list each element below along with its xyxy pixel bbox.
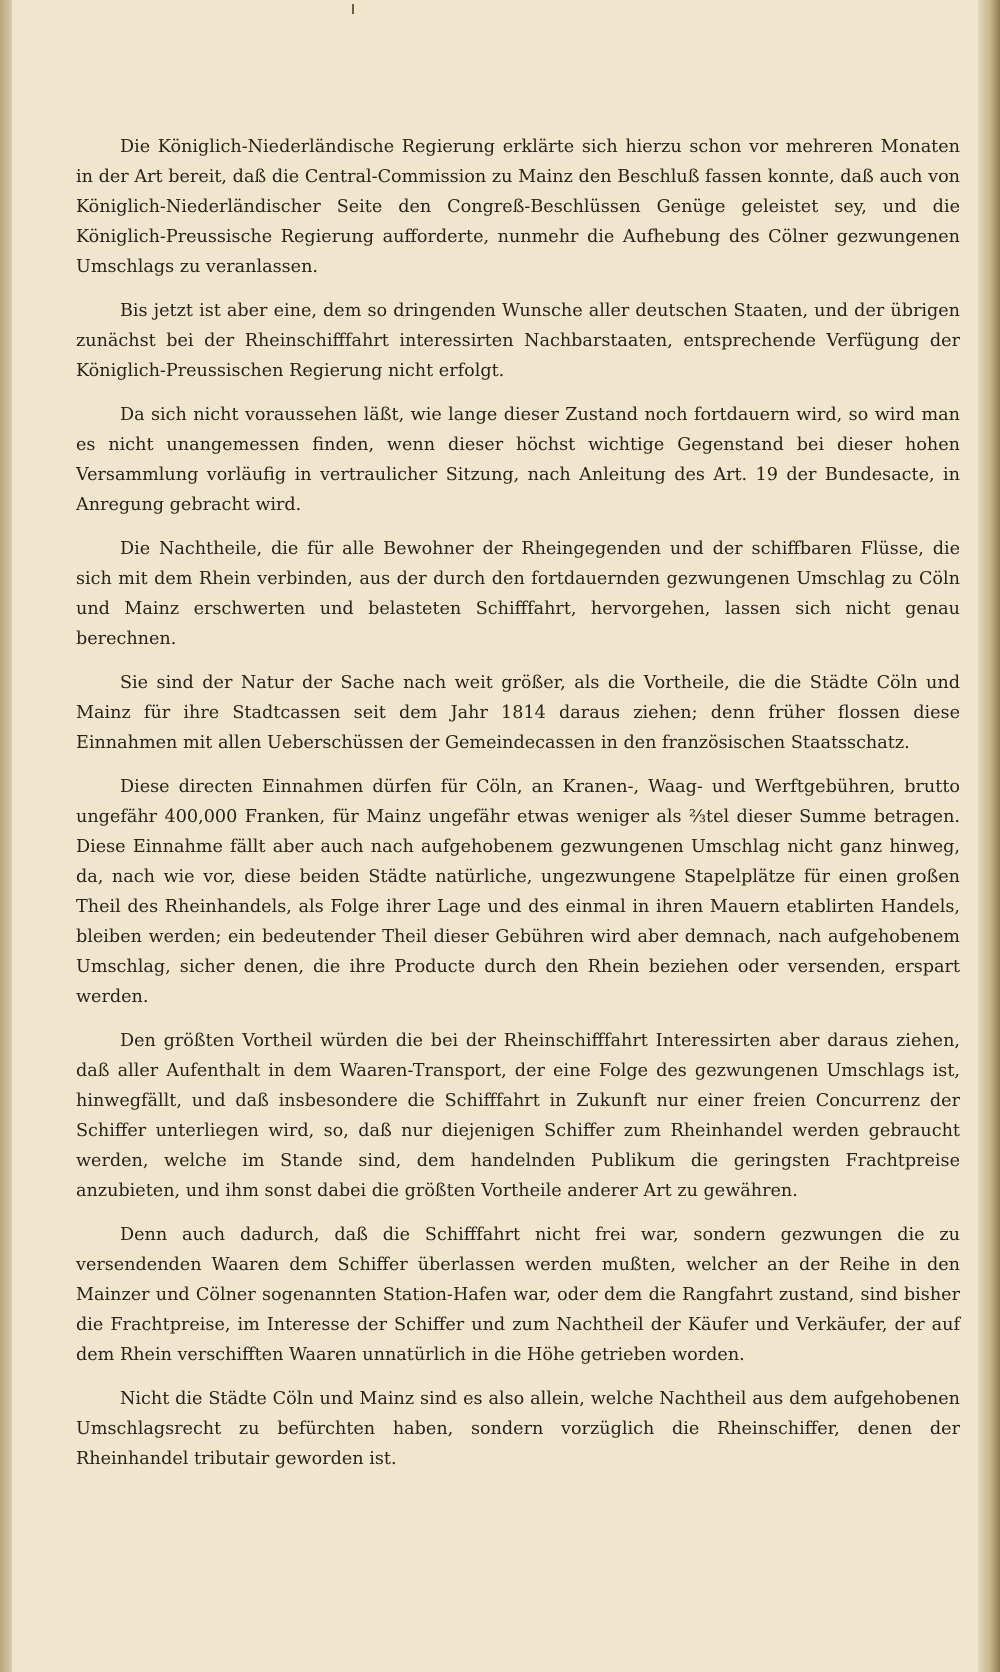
document-page: [12, 0, 978, 1672]
paragraph-4: Die Nachtheile, die für alle Bewohner der Rheingegenden und der schiffbaren Flüsse, die sich mit dem Rhein verbinden, aus der durch den fortdauernden gezwungenen Umschlag zu Cöln und Mainz erschwerten und belasteten Schifffahrt, hervorgehen, lassen sich nicht genau berechnen.: [76, 539, 960, 649]
paragraph-2: Bis jetzt ist aber eine, dem so dringenden Wunsche aller deutschen Staaten, und der übrigen zunächst bei der Rheinschifffahrt interessirten Nachbarstaaten, entsprechende Verfügung der Königlich-Preussischen Regierung nicht erfolgt.: [76, 301, 960, 381]
page-top-mark: [352, 4, 354, 14]
paragraph-9: Nicht die Städte Cöln und Mainz sind es also allein, welche Nachtheil aus dem aufgehobenen Umschlagsrecht zu befürchten haben, sondern vorzüglich die Rheinschiffer, denen der Rheinhandel tributair geworden ist.: [76, 1389, 960, 1469]
body-text: [76, 132, 960, 1488]
paragraph-1: Die Königlich-Niederländische Regierung erklärte sich hierzu schon vor mehreren Monaten in der Art bereit, daß die Central-Commission zu Mainz den Beschluß fassen konnte, daß auch von Königlich-Niederländischer Seite den Congreß-Beschlüssen Genüge geleistet sey, und die Königlich-Preussische Regierung aufforderte, nunmehr die Aufhebung des Cölner gezwungenen Umschlags zu veranlassen.: [76, 137, 960, 277]
scan-left-edge: [0, 0, 12, 1672]
paragraph-3: Da sich nicht voraussehen läßt, wie lange dieser Zustand noch fortdauern wird, so wird man es nicht unangemessen finden, wenn dieser höchst wichtige Gegenstand bei dieser hohen Versammlung vorläufig in vertraulicher Sitzung, nach Anleitung des Art. 19 der Bundesacte, in Anregung gebracht wird.: [76, 405, 960, 515]
paragraph-8: Denn auch dadurch, daß die Schifffahrt nicht frei war, sondern gezwungen die zu versendenden Waaren dem Schiffer überlassen werden mußten, welcher an der Reihe in den Mainzer und Cölner sogenannten Station-Hafen war, oder dem die Rangfahrt zustand, sind bisher die Frachtpreise, im Interesse der Schiffer und zum Nachtheil der Käufer und Verkäufer, der auf dem Rhein verschifften Waaren unnatürlich in die Höhe getrieben worden.: [76, 1225, 960, 1365]
paragraph-5: Sie sind der Natur der Sache nach weit größer, als die Vortheile, die die Städte Cöln und Mainz für ihre Stadtcassen seit dem Jahr 1814 daraus ziehen; denn früher flossen diese Einnahmen mit allen Ueberschüssen der Gemeindecassen in den französischen Staatsschatz.: [76, 673, 960, 753]
scan-right-edge: [978, 0, 1000, 1672]
paragraph-6: Diese directen Einnahmen dürfen für Cöln, an Kranen-, Waag- und Werftgebühren, brutto ungefähr 400,000 Franken, für Mainz ungefähr etwas weniger als ⅔tel dieser Summe betragen. Diese Einnahme fällt aber auch nach aufgehobenem gezwungenen Umschlag nicht ganz hinweg, da, nach wie vor, diese beiden Städte natürliche, ungezwungene Stapelplätze für einen großen Theil des Rheinhandels, als Folge ihrer Lage und des einmal in ihren Mauern etablirten Handels, bleiben werden; ein bedeutender Theil dieser Gebühren wird aber demnach, nach aufgehobenem Umschlag, sicher denen, die ihre Producte durch den Rhein beziehen oder versenden, erspart werden.: [76, 777, 960, 1007]
paragraph-7: Den größten Vortheil würden die bei der Rheinschifffahrt Interessirten aber daraus ziehen, daß aller Aufenthalt in dem Waaren-Transport, der eine Folge des gezwungenen Umschlags ist, hinwegfällt, und daß insbesondere die Schifffahrt in Zukunft nur einer freien Concurrenz der Schiffer unterliegen wird, so, daß nur diejenigen Schiffer zum Rheinhandel werden gebraucht werden, welche im Stande sind, dem handelnden Publikum die geringsten Frachtpreise anzubieten, und ihm sonst dabei die größten Vortheile anderer Art zu gewähren.: [76, 1031, 960, 1201]
